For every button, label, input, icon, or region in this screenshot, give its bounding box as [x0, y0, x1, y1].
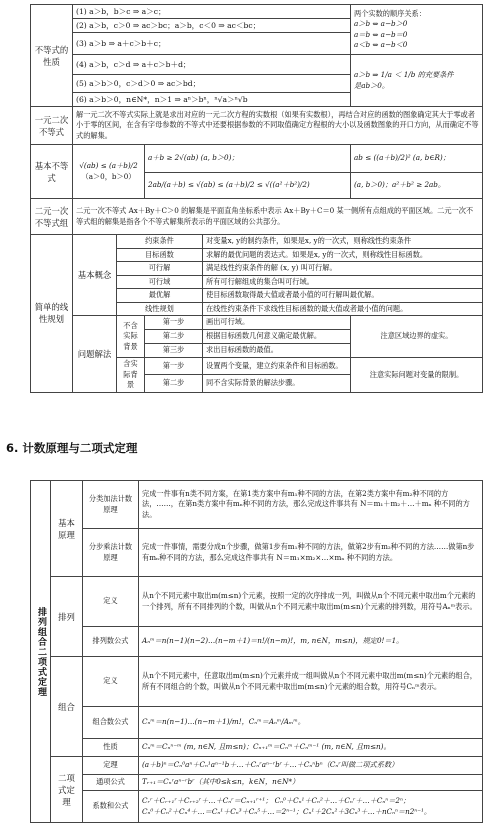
props-label: 不等式的性质 — [31, 5, 73, 107]
binom-coef-line-1: Cᵣʳ＋Cᵣ₊₁ʳ＋Cᵣ₊₂ʳ＋…＋Cₙʳ＝Cₙ₊₁ʳ⁺¹； Cₙ⁰＋Cₙ¹＋Cₙ²＋…＋Cₙʳ＋…＋Cₙⁿ＝2ⁿ； — [142, 796, 411, 805]
lp-concept-desc-5: 使目标函数取得最大值或者最小值的可行解叫最优解。 — [203, 289, 483, 303]
mul-principle-label: 分步乘法计数原理 — [83, 529, 139, 577]
lp-with-bg-step-2: 第二步 — [145, 375, 203, 392]
lp-no-bg-step-1: 第一步 — [145, 316, 203, 330]
lp-with-bg-step-1: 第一步 — [145, 358, 203, 375]
bivariate-label: 二元一次不等式组 — [31, 199, 73, 235]
lp-with-bg-desc-1: 设置两个变量，建立约束条件和目标函数。 — [203, 358, 351, 375]
basic-ineq-r1a: a＋b ≥ 2√(ab) (a, b＞0)； — [145, 145, 351, 173]
lp-concept-label: 基本概念 — [73, 235, 117, 316]
basic-ineq-r1b: ab ≤ ((a＋b)/2)² (a, b∈R)； — [351, 145, 483, 173]
basic-ineq-cond: （a＞0，b＞0） — [81, 171, 136, 181]
reciprocal-line-1: a＞b ⇒ 1/a ＜ 1/b 的充要条件 — [354, 70, 454, 79]
mul-principle-text: 完成一件事情，需要分成n个步骤，做第1步有m₁种不同的方法，做第2步有m₂种不同的方法……做第n步有mₙ种不同的方法，那么完成这件事共有 N＝m₁×m₂×…×mₙ 种不同的方法。 — [139, 529, 483, 577]
lp-with-bg-desc-2: 同不含实际背景的解法步骤。 — [203, 375, 351, 392]
binom-coef — [139, 791, 483, 823]
lp-no-bg-label: 不含实际背景 — [117, 316, 145, 358]
basic-ineq-label: 基本不等式 — [31, 145, 73, 199]
lp-no-bg-step-3: 第三步 — [145, 344, 203, 358]
reciprocal-note — [351, 55, 483, 107]
quadratic-label: 一元二次不等式 — [31, 107, 73, 145]
lp-concept-name-1: 约束条件 — [117, 235, 203, 249]
comb-prop-label: 性质 — [83, 739, 139, 757]
binom-coef-label: 系数和公式 — [83, 791, 139, 823]
lp-concept-desc-6: 在线性约束条件下求线性目标函数的最大值或者最小值的问题。 — [203, 302, 483, 316]
add-principle-label: 分类加法计数原理 — [83, 481, 139, 529]
lp-concept-desc-2: 求解的最优问题的表达式。如果是x, y的一次式，则称线性目标函数。 — [203, 248, 483, 262]
order-relation-2: a＝b ⇔ a−b＝0 — [354, 29, 408, 39]
binom-label: 二项式定理 — [51, 757, 83, 823]
perm-def-text: 从n个不同元素中取出m(m≤n)个元素，按照一定的次序排成一列，叫做从n个不同元素中取出m个元素的一个排列，所有不同排列的个数，叫做从n个不同元素中取出m(m≤n)个元素的排列数，用符号Aₙᵐ表示。 — [139, 577, 483, 627]
lp-concept-desc-1: 对变量x, y的制约条件，如果是x, y的一次式，则称线性约束条件 — [203, 235, 483, 249]
comb-def-label: 定义 — [83, 657, 139, 707]
prop-row-4: (4) a＞b，c＞d ⇒ a＋c＞b＋d； — [73, 55, 351, 75]
comb-def-text: 从n个不同元素中，任意取出m(m≤n)个元素并成一组叫做从n个不同元素中取出m(m≤n)个元素的组合，所有不同组合的个数，叫做从n个不同元素中取出m(m≤n)个元素的组合数，用符号Cₙᵐ表示。 — [139, 657, 483, 707]
perm-formula-label: 排列数公式 — [83, 627, 139, 657]
lp-concept-name-4: 可行域 — [117, 275, 203, 289]
order-relation-box — [351, 5, 483, 55]
lp-with-bg-label: 含实际背景 — [117, 358, 145, 393]
section-heading: 6. 计数原理与二项式定理 — [6, 441, 138, 455]
lp-label: 简单的线性规划 — [31, 235, 73, 393]
lp-no-bg-desc-3: 求出目标函数的最值。 — [203, 344, 351, 358]
lp-no-bg-desc-1: 画出可行域。 — [203, 316, 351, 330]
lp-no-bg-step-2: 第二步 — [145, 330, 203, 344]
binom-term: Tᵣ₊₁＝Cₙʳaⁿ⁻ʳbʳ（其中0≤k≤n，k∈N，n∈N*） — [139, 775, 483, 791]
lp-no-bg-note: 注意区域边界的虚实。 — [351, 316, 483, 358]
lp-concept-name-2: 目标函数 — [117, 248, 203, 262]
lp-concept-desc-4: 所有可行解组成的集合叫可行域。 — [203, 275, 483, 289]
prop-row-5: (5) a＞b＞0，c＞d＞0 ⇒ ac＞bd； — [73, 75, 351, 93]
prop-row-2: (2) a＞b，c＞0 ⇒ ac＞bc；a＞b，c＜0 ⇒ ac＜bc； — [73, 19, 351, 33]
comb-formula: Cₙᵐ＝n(n−1)…(n−m＋1)/m!，Cₙᵐ＝Aₙᵐ/Aₘᵐ。 — [139, 707, 483, 739]
lp-with-bg-note: 注意实际问题对变量的限制。 — [351, 358, 483, 393]
basic-ineq-r2a: 2ab/(a＋b) ≤ √(ab) ≤ (a＋b)/2 ≤ √((a²＋b²)/2) — [145, 173, 351, 199]
prop-row-6: (6) a＞b＞0，n∈N*，n＞1 ⇒ aⁿ＞bⁿ，ⁿ√a＞ⁿ√b — [73, 93, 351, 107]
basic-principle-label: 基本原理 — [51, 481, 83, 577]
counting-table — [30, 480, 483, 823]
order-relation-title: 两个实数的顺序关系： — [354, 8, 426, 18]
binom-term-label: 通项公式 — [83, 775, 139, 791]
comb-label: 组合 — [51, 657, 83, 757]
add-principle-text: 完成一件事有n类不同方案，在第1类方案中有m₁种不同的方法，在第2类方案中有m₂种不同的方法，……，在第n类方案中有mₙ种不同的方法，那么完成这件事共有 N＝m₁＋m₂＋…＋mₙ 种不同的方法。 — [139, 481, 483, 529]
comb-formula-label: 组合数公式 — [83, 707, 139, 739]
basic-ineq-formula: √(ab) ≤ (a＋b)/2 — [79, 161, 138, 170]
basic-ineq-r2b: (a, b＞0)；a²＋b² ≥ 2ab。 — [351, 173, 483, 199]
quadratic-text: 解一元二次不等式实际上就是求出对应的一元二次方程的实数根（如果有实数根），再结合对应的函数的图象确定其大于零或者小于零的区间，在含有字母参数的不等式中还要根据参数的不同取值确定方程根的大小以及函数图象的开口方向，从而确定不等式的解集。 — [73, 107, 483, 145]
order-relation-1: a＞b ⇔ a−b＞0 — [354, 19, 408, 28]
prop-row-3: (3) a＞b ⇒ a＋c＞b＋c； — [73, 33, 351, 55]
binom-coef-line-2: Cₙ⁰＋Cₙ²＋Cₙ⁴＋…＝Cₙ¹＋Cₙ³＋Cₙ⁵＋…＝2ⁿ⁻¹；Cₙ¹＋2Cₙ²＋3Cₙ³＋…＋nCₙⁿ＝n2ⁿ⁻¹。 — [142, 806, 432, 816]
lp-no-bg-desc-2: 根据目标函数几何意义确定最优解。 — [203, 330, 351, 344]
binom-thm: (a＋b)ⁿ＝Cₙ⁰aⁿ＋Cₙ¹aⁿ⁻¹b＋…＋Cₙʳaⁿ⁻ʳbʳ＋…＋Cₙⁿbⁿ（Cₙʳ叫做二项式系数） — [139, 757, 483, 775]
binom-thm-label: 定理 — [83, 757, 139, 775]
order-relation-3: a＜b ⇔ a−b＜0 — [354, 40, 408, 49]
reciprocal-line-2: 是ab＞0。 — [354, 80, 390, 90]
prop-row-1: (1) a＞b，b＞c ⇒ a＞c； — [73, 5, 351, 19]
inequality-table — [30, 4, 483, 393]
lp-method-label: 问题解法 — [73, 316, 117, 393]
lp-concept-desc-3: 满足线性约束条件的解 (x, y) 叫可行解。 — [203, 262, 483, 276]
perm-formula: Aₙᵐ＝n(n−1)(n−2)…(n−m＋1)＝n!/(n−m)!，m, n∈N，m≤n)，规定0!＝1。 — [139, 627, 483, 657]
perm-label: 排列 — [51, 577, 83, 657]
lp-concept-name-6: 线性规划 — [117, 302, 203, 316]
counting-main-label: 排列组合二项式定理 — [31, 481, 51, 823]
perm-def-label: 定义 — [83, 577, 139, 627]
lp-concept-name-3: 可行解 — [117, 262, 203, 276]
bivariate-text: 二元一次不等式 Ax＋By＋C＞0 的解集是平面直角坐标系中表示 Ax＋By＋C＝0 某一侧所有点组成的平面区域。二元一次不等式组的解集是指各个不等式解集所表示的平面区域的公共部分。 — [73, 199, 483, 235]
basic-ineq-main — [73, 145, 145, 199]
lp-concept-name-5: 最优解 — [117, 289, 203, 303]
comb-prop: Cₙᵐ＝Cₙⁿ⁻ᵐ (m, n∈N, 且m≤n)；Cₙ₊₁ᵐ＝Cₙᵐ＋Cₙᵐ⁻¹ (m, n∈N, 且m≤n)。 — [139, 739, 483, 757]
